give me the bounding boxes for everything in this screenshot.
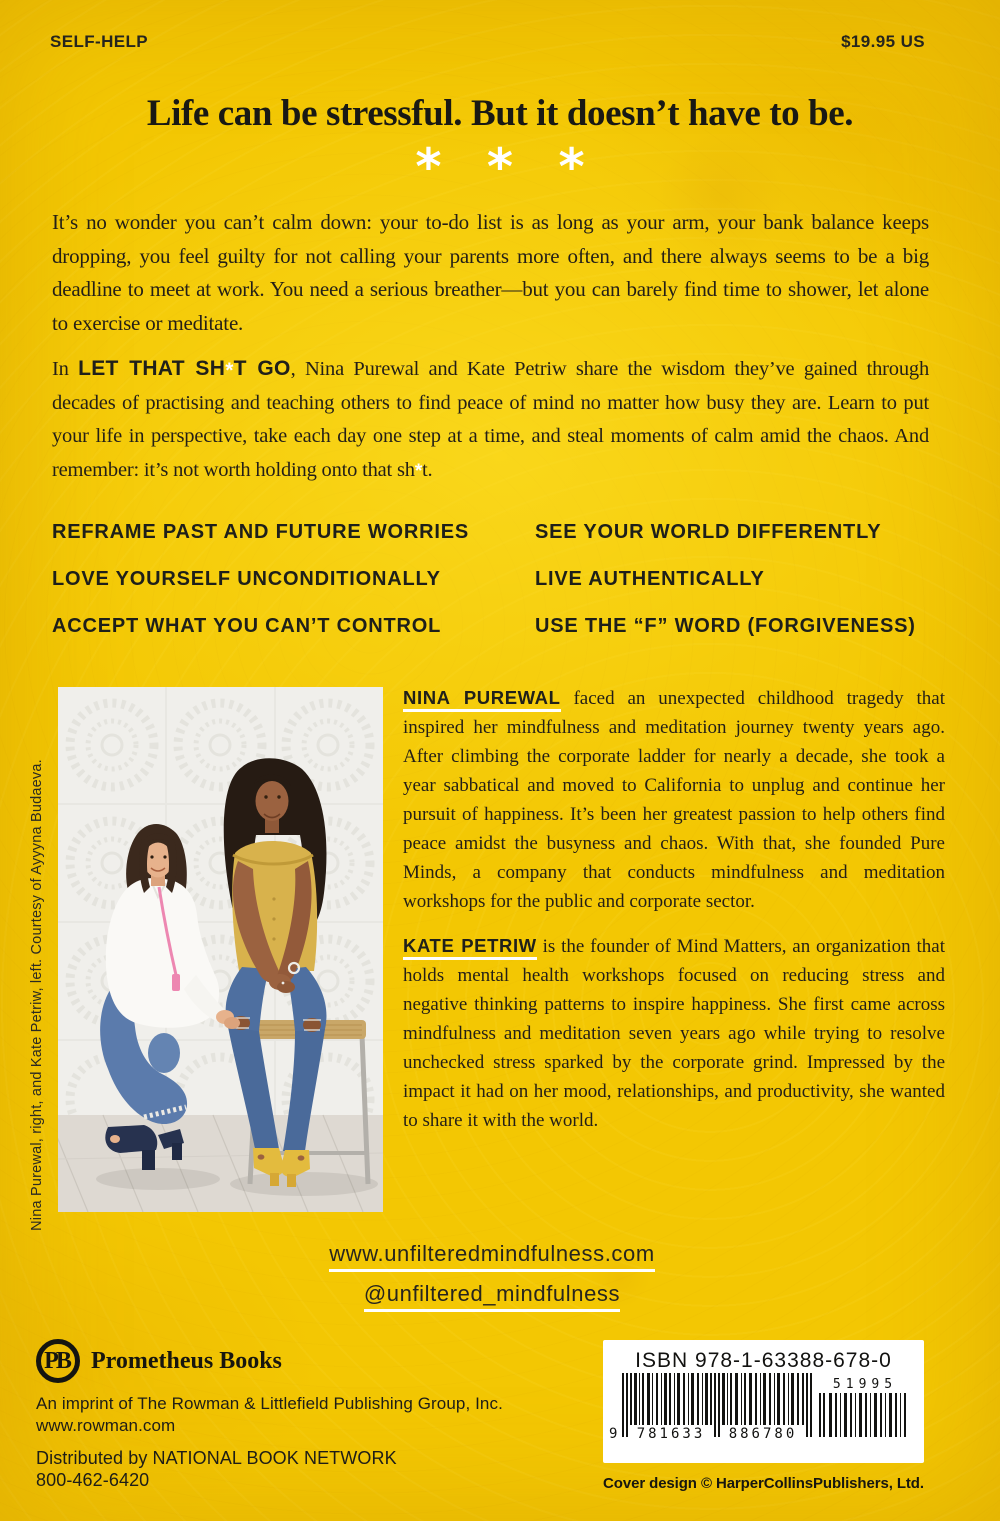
price-code: 51995: [832, 1377, 898, 1392]
prometheus-books-logo-icon: [36, 1339, 80, 1383]
author-bios: [403, 683, 945, 1135]
book-title-inline: LET THAT SH: [78, 357, 226, 380]
blurb-asterisk: *: [414, 461, 423, 483]
cover-design-credit: Cover design © HarperCollinsPublishers, Ltd.: [603, 1475, 924, 1492]
ean-digit-lead: 9: [609, 1426, 618, 1442]
contact-links: [0, 1241, 984, 1321]
benefits-list-right: [535, 521, 916, 662]
benefit-item: LOVE YOURSELF UNCONDITIONALLY: [52, 568, 441, 590]
bio-nina-text: faced an unexpected childhood tragedy that inspired her mindfulness and meditation journey twenty years ago. After climbing the corporate ladder for nearly a decade, she took a year sabbatical and moved to California to unplug and continue her pursuit of happiness. It’s been her greatest passion to help others find peace amidst the busyness and chaos. With that, she founded Pure Minds, a company that conducts mindfulness and meditation workshops for the public and corporate sector.: [403, 688, 945, 912]
publisher-imprint: An imprint of The Rowman & Littlefield Publishing Group, Inc.: [36, 1394, 503, 1413]
bio-nina: [403, 683, 945, 916]
author-name-kate: KATE PETRIW: [403, 935, 537, 960]
benefit-item: LIVE AUTHENTICALLY: [535, 568, 765, 590]
blurb-p2-prefix: In: [52, 358, 79, 380]
tagline: Life can be stressful. But it doesn’t have to be.: [146, 93, 854, 134]
blurb-p2-tail: t.: [422, 458, 433, 481]
category-label: SELF-HELP: [50, 32, 149, 51]
photo-floor: [58, 1115, 383, 1212]
author-photo: [58, 687, 383, 1212]
benefit-item: USE THE “F” WORD (FORGIVENESS): [535, 615, 916, 637]
ean-barcode: [608, 1373, 812, 1443]
publisher-logo-row: [36, 1336, 596, 1386]
benefit-item: REFRAME PAST AND FUTURE WORRIES: [52, 521, 470, 543]
bio-kate-text: is the founder of Mind Matters, an organization that holds mental health workshops focused on reducing stress and negative thinking patterns to inspire happiness. She first came across mindfulness and meditation seven years ago while trying to resolve unchecked stress sparked by the corporate grind. Impressed by the impact it had on her mood, relationships, and productivity, she wanted to share it with the world.: [403, 936, 945, 1131]
benefit-item: SEE YOUR WORLD DIFFERENTLY: [535, 521, 882, 543]
bio-kate: [403, 931, 945, 1135]
logo-monogram: PB: [44, 1347, 69, 1374]
publisher-distributor: Distributed by NATIONAL BOOK NETWORK: [36, 1448, 397, 1468]
top-row: [50, 32, 925, 52]
isbn-barcode-panel: [603, 1340, 924, 1463]
benefits-list-left: [52, 521, 469, 662]
publisher-phone: 800-462-6420: [36, 1469, 150, 1490]
author-name-nina: NINA PUREWAL: [403, 687, 561, 712]
publisher-block: [36, 1336, 596, 1491]
benefit-item: ACCEPT WHAT YOU CAN’T CONTROL: [52, 615, 442, 637]
social-handle: @unfiltered_mindfulness: [364, 1281, 620, 1312]
website-url: www.unfilteredmindfulness.com: [329, 1241, 655, 1272]
ean-digits-left: 781633: [636, 1426, 706, 1442]
blurb-paragraph-2: [52, 352, 929, 487]
isbn-label: ISBN 978-1-63388-678-0: [635, 1349, 892, 1372]
supplement-barcode: [819, 1377, 907, 1439]
photo-credit-vertical: Nina Purewal, right, and Kate Petriw, left. Courtesy of Ayyyna Budaeva.: [29, 759, 45, 1231]
price-label: $19.95 US: [841, 32, 925, 51]
ean-digits-right: 886780: [728, 1426, 798, 1442]
asterisk-divider-icon: * * *: [415, 138, 599, 196]
blurb-paragraph-1: It’s no wonder you can’t calm down: your to-do list is as long as your arm, your bank balance keeps dropping, you feel guilty for not calling your parents more often, and there always seems to be a big deadline to meet at work. You need a serious breather—but you can barely find time to shower, let alone to exercise or meditate.: [52, 210, 929, 335]
blurb-p2-body: , Nina Purewal and Kate Petriw share the wisdom they’ve gained through decades of practising and teaching others to find peace of mind no matter how busy they are. Learn to put your life in perspective, take each day one step at a time, and steal moments of calm amid the chaos. And remember: it’s not worth holding onto that sh: [52, 358, 930, 481]
publisher-website: www.rowman.com: [36, 1415, 176, 1435]
author-photo-illustration: [58, 687, 383, 1212]
title-asterisk: *: [225, 359, 234, 383]
book-title-inline: T GO: [233, 357, 291, 380]
publisher-name: Prometheus Books: [91, 1347, 282, 1374]
